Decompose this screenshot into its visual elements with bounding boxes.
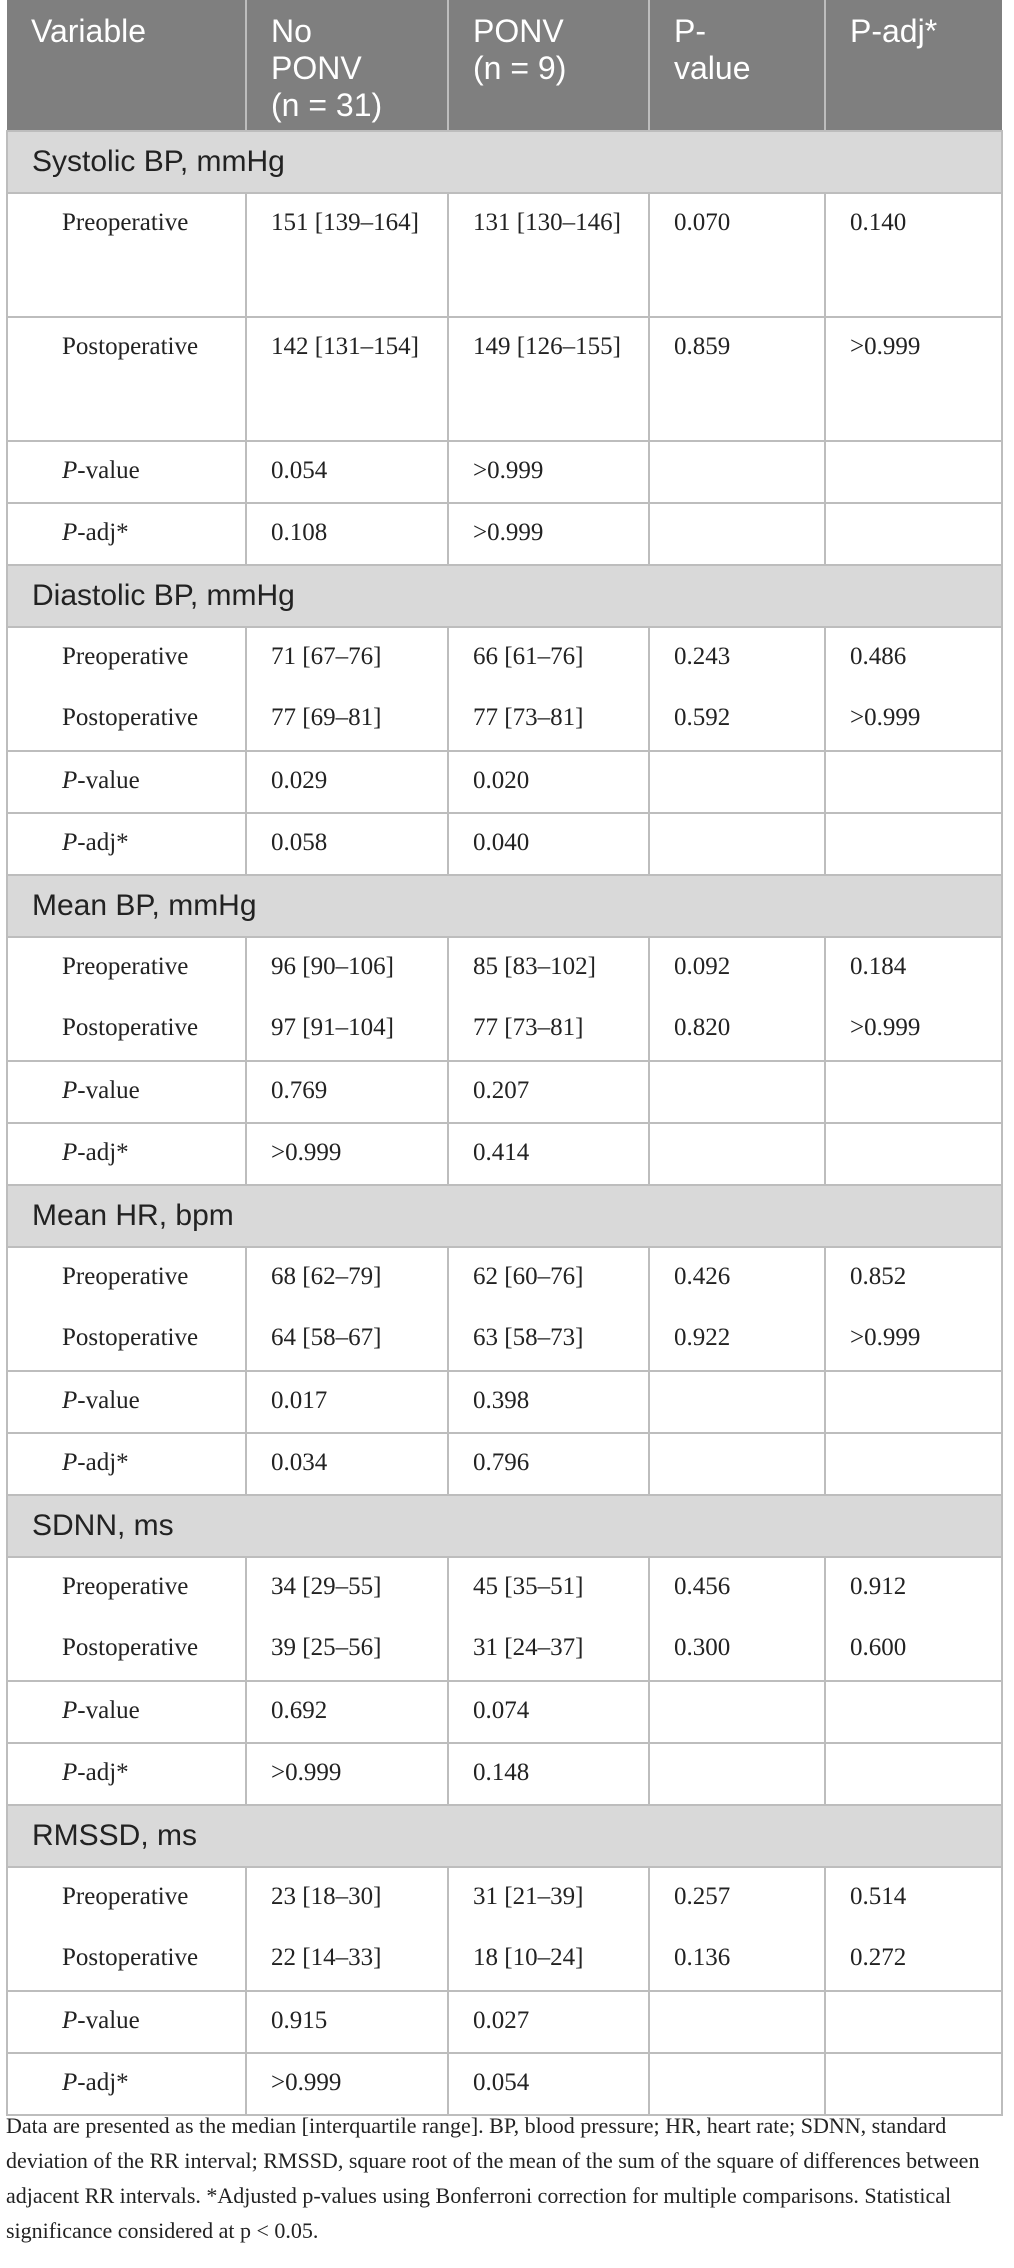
section-title: Diastolic BP, mmHg (7, 565, 1002, 627)
cell-ponv: 0.207 (448, 1061, 649, 1123)
cell-ponv: 31 [24–37] (448, 1619, 649, 1681)
row-label-rest: -adj* (77, 1449, 129, 1476)
table-row (7, 1929, 1002, 1991)
cell-ponv: 0.027 (448, 1991, 649, 2053)
row-label-rest: -adj* (77, 1759, 129, 1786)
cell-no-ponv: 0.034 (246, 1433, 448, 1495)
cell-p-adj (825, 1991, 1002, 2053)
cell-p-value (649, 1433, 825, 1495)
cell-ponv: 131 [130–146] (448, 193, 649, 317)
row-label: Postoperative (7, 1619, 246, 1681)
cell-p-adj (825, 1743, 1002, 1805)
row-label: Preoperative (7, 1557, 246, 1619)
row-label: Preoperative (7, 1867, 246, 1929)
cell-p-value (649, 1743, 825, 1805)
section-header-row (7, 1185, 1002, 1247)
cell-p-value: 0.592 (649, 689, 825, 751)
row-label-rest: -adj* (77, 519, 129, 546)
row-label: Preoperative (7, 937, 246, 999)
cell-ponv: 0.796 (448, 1433, 649, 1495)
table-row (7, 937, 1002, 999)
row-label (7, 1061, 246, 1123)
cell-p-adj: 0.272 (825, 1929, 1002, 1991)
table-row (7, 751, 1002, 813)
cell-ponv: 0.148 (448, 1743, 649, 1805)
cell-no-ponv: 0.017 (246, 1371, 448, 1433)
cell-p-value: 0.300 (649, 1619, 825, 1681)
cell-p-value: 0.859 (649, 317, 825, 441)
cell-ponv: 31 [21–39] (448, 1867, 649, 1929)
cell-p-value: 0.456 (649, 1557, 825, 1619)
cell-no-ponv: 0.029 (246, 751, 448, 813)
cell-ponv: 0.074 (448, 1681, 649, 1743)
cell-no-ponv: 22 [14–33] (246, 1929, 448, 1991)
table-row (7, 1557, 1002, 1619)
row-label (7, 1123, 246, 1185)
cell-p-adj: >0.999 (825, 689, 1002, 751)
row-label-rest: -value (77, 1697, 140, 1724)
cell-ponv: 85 [83–102] (448, 937, 649, 999)
p-letter: P (62, 2069, 78, 2096)
cell-p-adj: >0.999 (825, 1309, 1002, 1371)
cell-p-adj: 0.912 (825, 1557, 1002, 1619)
row-label-rest: -adj* (77, 829, 129, 856)
row-label-rest: -value (77, 457, 140, 484)
cell-ponv: 62 [60–76] (448, 1247, 649, 1309)
row-label: Preoperative (7, 627, 246, 689)
p-letter: P (62, 457, 78, 484)
cell-p-value (649, 1991, 825, 2053)
cell-ponv: 0.020 (448, 751, 649, 813)
table-row (7, 317, 1002, 441)
header-ponv-n: (n = 9) (473, 50, 567, 86)
results-table-container (6, 0, 1001, 2116)
table-row (7, 1309, 1002, 1371)
cell-no-ponv: 34 [29–55] (246, 1557, 448, 1619)
table-header (7, 0, 1002, 131)
row-label-rest: -value (77, 2007, 140, 2034)
cell-p-adj: 0.852 (825, 1247, 1002, 1309)
cell-ponv: 149 [126–155] (448, 317, 649, 441)
cell-p-value (649, 751, 825, 813)
cell-ponv: >0.999 (448, 503, 649, 565)
cell-no-ponv: 0.692 (246, 1681, 448, 1743)
table-row (7, 999, 1002, 1061)
cell-no-ponv: 0.915 (246, 1991, 448, 2053)
cell-no-ponv: 64 [58–67] (246, 1309, 448, 1371)
cell-ponv: 0.054 (448, 2053, 649, 2115)
header-no-ponv-line1: No (271, 13, 312, 49)
section-title: Mean HR, bpm (7, 1185, 1002, 1247)
cell-ponv: >0.999 (448, 441, 649, 503)
header-p-value-line1: P- (674, 13, 706, 49)
p-letter: P (62, 1449, 78, 1476)
p-letter: P (62, 1387, 78, 1414)
section-header-row (7, 1805, 1002, 1867)
cell-no-ponv: 97 [91–104] (246, 999, 448, 1061)
table-footnote: Data are presented as the median [interquartile range]. BP, blood pressure; HR, heart rate; SDNN, standard deviation of the RR interval; RMSSD, square root of the mean of the sum of the square of differences between adjacent RR intervals. *Adjusted p-values using Bonferroni correction for multiple comparisons. Statistical significance considered at p < 0.05. (6, 2113, 980, 2243)
p-letter: P (62, 519, 78, 546)
cell-no-ponv: 39 [25–56] (246, 1619, 448, 1681)
row-label: Postoperative (7, 1929, 246, 1991)
table-row (7, 689, 1002, 751)
cell-p-value (649, 1061, 825, 1123)
row-label (7, 1743, 246, 1805)
row-label-rest: -value (77, 1387, 140, 1414)
section-header-row (7, 875, 1002, 937)
table-row (7, 1433, 1002, 1495)
header-no-ponv-n: (n = 31) (271, 87, 383, 123)
section-header-row (7, 565, 1002, 627)
cell-p-adj (825, 441, 1002, 503)
header-p-value-line2: value (674, 50, 751, 86)
cell-no-ponv: 0.058 (246, 813, 448, 875)
cell-p-value (649, 2053, 825, 2115)
cell-p-adj: >0.999 (825, 317, 1002, 441)
cell-p-adj: 0.140 (825, 193, 1002, 317)
cell-no-ponv: 77 [69–81] (246, 689, 448, 751)
section-title: SDNN, ms (7, 1495, 1002, 1557)
cell-p-adj: 0.514 (825, 1867, 1002, 1929)
cell-p-value: 0.243 (649, 627, 825, 689)
header-ponv (448, 0, 649, 131)
cell-no-ponv: >0.999 (246, 1743, 448, 1805)
cell-ponv: 45 [35–51] (448, 1557, 649, 1619)
row-label: Postoperative (7, 689, 246, 751)
section-header-row (7, 131, 1002, 193)
cell-p-value (649, 1681, 825, 1743)
row-label-rest: -value (77, 1077, 140, 1104)
cell-p-value: 0.820 (649, 999, 825, 1061)
cell-no-ponv: >0.999 (246, 2053, 448, 2115)
header-p-value (649, 0, 825, 131)
p-letter: P (62, 1759, 78, 1786)
table-row (7, 1681, 1002, 1743)
row-label (7, 1371, 246, 1433)
p-letter: P (62, 1077, 78, 1104)
header-variable: Variable (7, 0, 246, 131)
cell-ponv: 77 [73–81] (448, 999, 649, 1061)
row-label: Preoperative (7, 1247, 246, 1309)
cell-p-adj: 0.600 (825, 1619, 1002, 1681)
cell-p-value: 0.136 (649, 1929, 825, 1991)
cell-p-adj (825, 813, 1002, 875)
p-letter: P (62, 2007, 78, 2034)
cell-p-adj (825, 1371, 1002, 1433)
cell-no-ponv: 142 [131–154] (246, 317, 448, 441)
table-row (7, 1743, 1002, 1805)
header-ponv-line1: PONV (473, 13, 564, 49)
cell-p-value: 0.426 (649, 1247, 825, 1309)
p-letter: P (62, 829, 78, 856)
cell-ponv: 77 [73–81] (448, 689, 649, 751)
row-label (7, 441, 246, 503)
table-row (7, 1247, 1002, 1309)
p-letter: P (62, 1139, 78, 1166)
cell-ponv: 0.040 (448, 813, 649, 875)
cell-p-adj (825, 1123, 1002, 1185)
row-label (7, 751, 246, 813)
cell-p-adj (825, 1681, 1002, 1743)
cell-no-ponv: 96 [90–106] (246, 937, 448, 999)
table-row (7, 193, 1002, 317)
table-row (7, 1991, 1002, 2053)
cell-p-value: 0.070 (649, 193, 825, 317)
cell-ponv: 18 [10–24] (448, 1929, 649, 1991)
row-label (7, 1991, 246, 2053)
cell-p-adj (825, 751, 1002, 813)
table-row (7, 1123, 1002, 1185)
cell-p-value: 0.257 (649, 1867, 825, 1929)
section-header-row (7, 1495, 1002, 1557)
cell-p-value (649, 441, 825, 503)
results-table (6, 0, 1003, 2116)
cell-no-ponv: 68 [62–79] (246, 1247, 448, 1309)
cell-p-adj (825, 1061, 1002, 1123)
row-label (7, 1681, 246, 1743)
row-label-rest: -value (77, 767, 140, 794)
header-no-ponv (246, 0, 448, 131)
p-letter: P (62, 767, 78, 794)
cell-p-value (649, 1123, 825, 1185)
table-body (7, 131, 1002, 2115)
table-row (7, 441, 1002, 503)
section-title: Mean BP, mmHg (7, 875, 1002, 937)
table-row (7, 1619, 1002, 1681)
cell-p-value (649, 503, 825, 565)
row-label (7, 1433, 246, 1495)
cell-p-value: 0.922 (649, 1309, 825, 1371)
table-row (7, 1061, 1002, 1123)
table-row (7, 1371, 1002, 1433)
table-row (7, 1867, 1002, 1929)
section-title: Systolic BP, mmHg (7, 131, 1002, 193)
row-label (7, 813, 246, 875)
cell-ponv: 0.414 (448, 1123, 649, 1185)
cell-p-adj: 0.184 (825, 937, 1002, 999)
row-label: Postoperative (7, 1309, 246, 1371)
cell-no-ponv: 151 [139–164] (246, 193, 448, 317)
table-row (7, 2053, 1002, 2115)
cell-p-value: 0.092 (649, 937, 825, 999)
row-label: Postoperative (7, 317, 246, 441)
cell-p-adj: >0.999 (825, 999, 1002, 1061)
cell-no-ponv: 0.108 (246, 503, 448, 565)
header-p-adj: P-adj* (825, 0, 1002, 131)
row-label: Postoperative (7, 999, 246, 1061)
cell-p-adj: 0.486 (825, 627, 1002, 689)
cell-no-ponv: 23 [18–30] (246, 1867, 448, 1929)
row-label-rest: -adj* (77, 1139, 129, 1166)
cell-no-ponv: 0.054 (246, 441, 448, 503)
cell-no-ponv: 0.769 (246, 1061, 448, 1123)
cell-p-adj (825, 1433, 1002, 1495)
header-no-ponv-line2: PONV (271, 50, 362, 86)
cell-ponv: 0.398 (448, 1371, 649, 1433)
cell-p-adj (825, 2053, 1002, 2115)
p-letter: P (62, 1697, 78, 1724)
section-title: RMSSD, ms (7, 1805, 1002, 1867)
table-row (7, 503, 1002, 565)
row-label-rest: -adj* (77, 2069, 129, 2096)
cell-p-value (649, 1371, 825, 1433)
row-label: Preoperative (7, 193, 246, 317)
table-row (7, 813, 1002, 875)
cell-p-value (649, 813, 825, 875)
cell-no-ponv: 71 [67–76] (246, 627, 448, 689)
cell-no-ponv: >0.999 (246, 1123, 448, 1185)
cell-ponv: 66 [61–76] (448, 627, 649, 689)
cell-ponv: 63 [58–73] (448, 1309, 649, 1371)
row-label (7, 2053, 246, 2115)
row-label (7, 503, 246, 565)
table-row (7, 627, 1002, 689)
cell-p-adj (825, 503, 1002, 565)
